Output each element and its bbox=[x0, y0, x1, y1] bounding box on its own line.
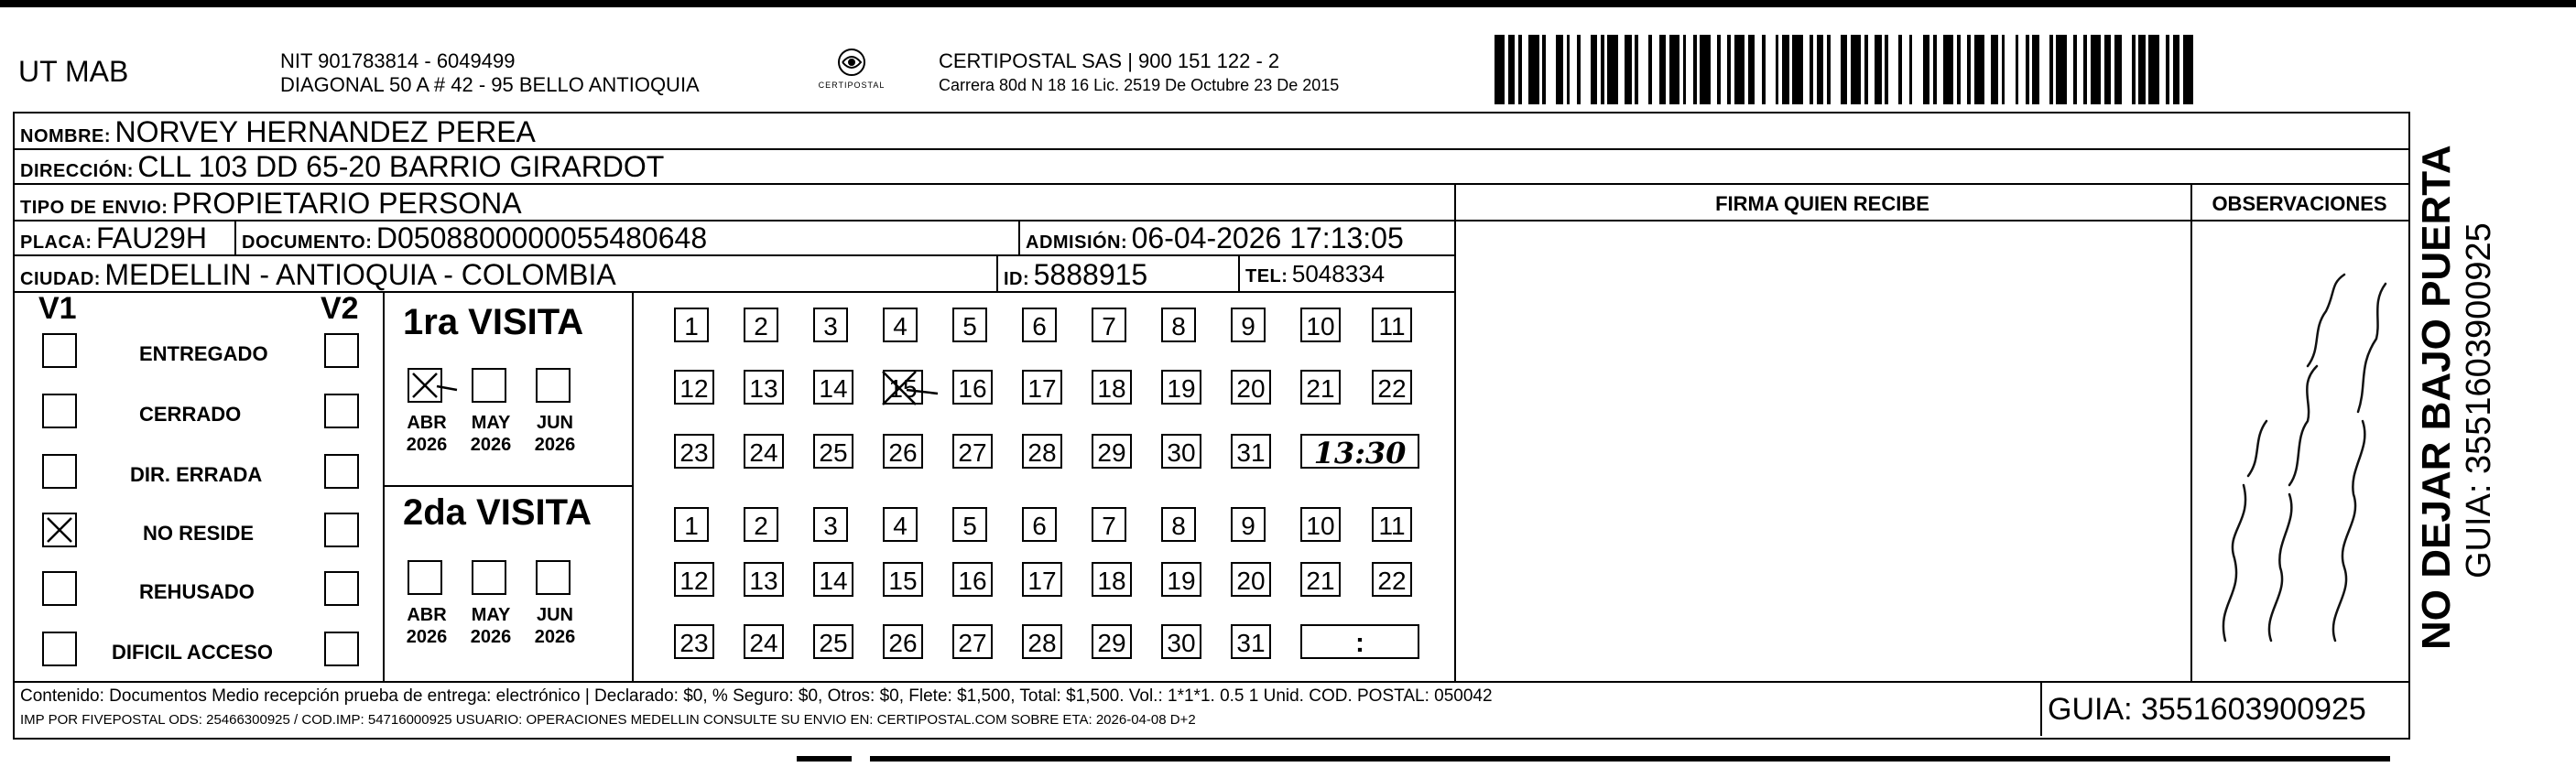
barcode-bar bbox=[1508, 35, 1515, 104]
day-box[interactable]: 14 bbox=[813, 562, 853, 597]
day-box[interactable]: 11 bbox=[1372, 308, 1412, 342]
v1-checkbox[interactable] bbox=[42, 513, 77, 547]
month-checkbox[interactable] bbox=[536, 368, 571, 403]
day-box[interactable]: 28 bbox=[1022, 434, 1062, 469]
day-box[interactable]: 28 bbox=[1022, 624, 1062, 659]
month-label: JUN bbox=[536, 605, 573, 625]
day-box[interactable]: 7 bbox=[1092, 507, 1126, 542]
tipo-value: PROPIETARIO PERSONA bbox=[171, 187, 522, 220]
barcode-bar bbox=[1528, 35, 1538, 104]
nit-line: NIT 901783814 - 6049499 bbox=[280, 49, 516, 72]
month-label: JUN bbox=[536, 413, 573, 433]
id-row bbox=[1004, 258, 1147, 292]
day-box[interactable]: 21 bbox=[1300, 370, 1341, 405]
nombre-value: NORVEY HERNANDEZ PEREA bbox=[114, 115, 536, 148]
admision-row bbox=[1026, 221, 1404, 255]
side-warning: NO DEJAR BAJO PUERTA bbox=[2414, 145, 2459, 650]
nombre-label: NOMBRE: bbox=[20, 126, 112, 146]
day-box[interactable]: 7 bbox=[1092, 308, 1126, 342]
status-label: ENTREGADO bbox=[139, 342, 268, 365]
barcode-bar bbox=[2039, 35, 2049, 104]
v1-checkbox[interactable] bbox=[42, 632, 77, 666]
barcode-bar bbox=[1570, 35, 1576, 104]
barcode-bar bbox=[2104, 35, 2111, 104]
day-box[interactable]: 25 bbox=[813, 434, 853, 469]
id-value: 5888915 bbox=[1033, 258, 1148, 291]
day-box[interactable]: 2 bbox=[744, 308, 778, 342]
day-box[interactable]: 20 bbox=[1231, 562, 1271, 597]
barcode-bar bbox=[1912, 35, 1922, 104]
day-box[interactable]: 14 bbox=[813, 370, 853, 405]
barcode-bar bbox=[1875, 35, 1881, 104]
tipo-row bbox=[20, 187, 522, 221]
v2-checkbox[interactable] bbox=[324, 454, 359, 489]
handwritten-observations bbox=[2198, 256, 2399, 659]
day-box[interactable]: 9 bbox=[1231, 308, 1266, 342]
barcode-bar bbox=[1711, 35, 1717, 104]
day-box[interactable]: 3 bbox=[813, 507, 848, 542]
barcode-bar bbox=[1638, 35, 1648, 104]
barcode-bar bbox=[2018, 35, 2025, 104]
tipo-label: TIPO DE ENVIO: bbox=[20, 198, 168, 218]
day-box[interactable]: 12 bbox=[674, 562, 714, 597]
col-line bbox=[996, 254, 998, 291]
placa-value: FAU29H bbox=[96, 221, 207, 254]
barcode-bar bbox=[1782, 35, 1788, 104]
barcode-bar bbox=[1748, 35, 1755, 104]
barcode-bar bbox=[1766, 35, 1776, 104]
address-line: DIAGONAL 50 A # 42 - 95 BELLO ANTIOQUIA bbox=[280, 73, 700, 96]
day-box[interactable]: 19 bbox=[1161, 370, 1201, 405]
day-box[interactable]: 10 bbox=[1300, 507, 1341, 542]
barcode-bar bbox=[1902, 35, 1908, 104]
day-box[interactable]: 11 bbox=[1372, 507, 1412, 542]
day-box[interactable]: 26 bbox=[883, 624, 923, 659]
barcode-bar bbox=[2077, 35, 2083, 104]
day-box[interactable]: 18 bbox=[1092, 562, 1132, 597]
v2-checkbox[interactable] bbox=[324, 571, 359, 606]
day-box[interactable]: 30 bbox=[1161, 434, 1201, 469]
day-box[interactable]: 8 bbox=[1161, 308, 1196, 342]
courier-line1: CERTIPOSTAL SAS | 900 151 122 - 2 bbox=[939, 49, 1280, 72]
barcode-bar bbox=[2005, 35, 2015, 104]
documento-value: D0508800000055480648 bbox=[375, 221, 708, 254]
barcode-bar bbox=[1792, 35, 1802, 104]
barcode-bar bbox=[1607, 35, 1617, 104]
month-label: ABR bbox=[407, 605, 447, 625]
day-box[interactable]: 20 bbox=[1231, 370, 1271, 405]
barcode-bar bbox=[1991, 35, 1997, 104]
admision-value: 06-04-2026 17:13:05 bbox=[1131, 221, 1404, 254]
barcode-bar bbox=[2114, 35, 2121, 104]
v2-checkbox[interactable] bbox=[324, 333, 359, 368]
day-box[interactable]: 4 bbox=[883, 308, 918, 342]
barcode-bar bbox=[1937, 35, 1943, 104]
col-line bbox=[632, 291, 634, 683]
ciudad-row bbox=[20, 258, 616, 292]
documento-label: DOCUMENTO: bbox=[242, 232, 373, 253]
courier-line2: Carrera 80d N 18 16 Lic. 2519 De Octubre 23 De 2015 bbox=[939, 76, 1340, 94]
day-box[interactable]: 16 bbox=[952, 370, 993, 405]
direccion-label: DIRECCIÓN: bbox=[20, 161, 134, 181]
barcode-bar bbox=[1803, 35, 1810, 104]
day-box[interactable]: 17 bbox=[1022, 562, 1062, 597]
visit2-title: 2da VISITA bbox=[403, 492, 592, 533]
day-box[interactable]: 10 bbox=[1300, 308, 1341, 342]
day-box[interactable]: 3 bbox=[813, 308, 848, 342]
row-line bbox=[2190, 220, 2408, 221]
col-line bbox=[1238, 254, 1240, 291]
row-line bbox=[383, 485, 632, 487]
placa-row bbox=[20, 221, 207, 255]
barcode-bar bbox=[1659, 35, 1666, 104]
side-guia: GUIA: 3551603900925 bbox=[2460, 222, 2498, 578]
day-box[interactable]: 29 bbox=[1092, 624, 1132, 659]
year-label: 2026 bbox=[470, 435, 512, 455]
day-box[interactable]: 29 bbox=[1092, 434, 1132, 469]
company-name: UT MAB bbox=[18, 55, 129, 88]
v2-checkbox[interactable] bbox=[324, 632, 359, 666]
day-box[interactable]: 13 bbox=[744, 562, 784, 597]
day-box[interactable]: 5 bbox=[952, 507, 987, 542]
day-box[interactable]: 16 bbox=[952, 562, 993, 597]
status-label: DIR. ERRADA bbox=[130, 463, 263, 486]
bottom-edge-stub bbox=[797, 756, 852, 762]
year-label: 2026 bbox=[534, 627, 576, 647]
month-checkbox[interactable] bbox=[472, 368, 506, 403]
barcode-bar bbox=[1700, 35, 1710, 104]
month-checkbox[interactable] bbox=[472, 560, 506, 595]
footer-contenido: Contenido: Documentos Medio recepción prueba de entrega: electrónico | Declarado: $0, % Seguro: $0, Otros: $0, Flete: $1,500, Total: $1,500. Vol.: 1*1*1. 0.5 1 Unid. COD. POSTAL: 050042 bbox=[20, 686, 1493, 706]
barcode-bar bbox=[1625, 35, 1631, 104]
day-box[interactable]: 24 bbox=[744, 434, 784, 469]
footer-guia: GUIA: 3551603900925 bbox=[2048, 692, 2366, 727]
barcode-bar bbox=[1669, 35, 1679, 104]
month-checkbox[interactable] bbox=[408, 560, 442, 595]
v1-checkbox[interactable] bbox=[42, 571, 77, 606]
col-line bbox=[1454, 183, 1456, 683]
day-box[interactable]: 27 bbox=[952, 624, 993, 659]
col-line bbox=[2190, 183, 2192, 683]
barcode-bar bbox=[2193, 35, 2197, 104]
certipostal-logo bbox=[815, 44, 888, 99]
year-label: 2026 bbox=[406, 435, 448, 455]
tel-label: TEL: bbox=[1245, 266, 1288, 286]
barcode-bar bbox=[1943, 35, 1953, 104]
day-box[interactable]: 27 bbox=[952, 434, 993, 469]
day-box[interactable]: 31 bbox=[1231, 624, 1271, 659]
barcode-bar bbox=[1686, 35, 1692, 104]
status-label: DIFICIL ACCESO bbox=[112, 641, 274, 664]
visit-time-box[interactable]: 13:30 bbox=[1300, 434, 1419, 469]
status-label: CERRADO bbox=[139, 403, 242, 426]
col-line bbox=[1018, 220, 1020, 254]
barcode bbox=[1495, 35, 2198, 104]
day-box[interactable]: 30 bbox=[1161, 624, 1201, 659]
barcode-bar bbox=[2122, 35, 2132, 104]
barcode-bar bbox=[1721, 35, 1727, 104]
footer-imp: IMP POR FIVEPOSTAL ODS: 25466300925 / COD.IMP: 54716000925 USUARIO: OPERACIONES MEDELLIN CONSULTE SU ENVIO EN: CERTIPOSTAL.COM SOBRE ETA: 2026-04-08 D+2 bbox=[20, 712, 1196, 728]
barcode-bar bbox=[1984, 35, 1991, 104]
v2-label: V2 bbox=[321, 291, 359, 326]
admision-label: ADMISIÓN: bbox=[1026, 232, 1128, 253]
barcode-bar bbox=[1546, 35, 1556, 104]
barcode-bar bbox=[1755, 35, 1761, 104]
top-edge bbox=[0, 0, 2576, 7]
logo-text: CERTIPOSTAL bbox=[818, 81, 886, 90]
barcode-bar bbox=[1495, 35, 1505, 104]
ciudad-label: CIUDAD: bbox=[20, 269, 101, 289]
day-box[interactable]: 15 bbox=[883, 370, 923, 405]
day-box[interactable]: 13 bbox=[744, 370, 784, 405]
day-box[interactable]: 19 bbox=[1161, 562, 1201, 597]
day-box[interactable]: 2 bbox=[744, 507, 778, 542]
status-label: REHUSADO bbox=[139, 580, 255, 603]
barcode-bar bbox=[1618, 35, 1625, 104]
v1-label: V1 bbox=[38, 291, 77, 326]
day-box[interactable]: 17 bbox=[1022, 370, 1062, 405]
barcode-bar bbox=[1652, 35, 1658, 104]
month-checkbox[interactable] bbox=[536, 560, 571, 595]
visit1-title: 1ra VISITA bbox=[403, 302, 584, 342]
month-checkbox[interactable] bbox=[408, 368, 442, 403]
v1-checkbox[interactable] bbox=[42, 394, 77, 428]
day-box[interactable]: 12 bbox=[674, 370, 714, 405]
day-box[interactable]: 1 bbox=[674, 507, 709, 542]
direccion-value: CLL 103 DD 65-20 BARRIO GIRARDOT bbox=[137, 150, 665, 183]
barcode-bar bbox=[1868, 35, 1875, 104]
bottom-edge bbox=[870, 756, 2390, 762]
col-line bbox=[234, 220, 236, 254]
day-box[interactable]: 23 bbox=[674, 434, 714, 469]
month-label: MAY bbox=[471, 413, 511, 433]
day-box[interactable]: 26 bbox=[883, 434, 923, 469]
barcode-bar bbox=[1923, 35, 1929, 104]
barcode-bar bbox=[2138, 35, 2145, 104]
month-label: ABR bbox=[407, 413, 447, 433]
day-box[interactable]: 6 bbox=[1022, 507, 1057, 542]
barcode-bar bbox=[2067, 35, 2073, 104]
day-box[interactable]: 21 bbox=[1300, 562, 1341, 597]
barcode-bar bbox=[1851, 35, 1861, 104]
day-box[interactable]: 25 bbox=[813, 624, 853, 659]
barcode-bar bbox=[1831, 35, 1841, 104]
barcode-bar bbox=[1841, 35, 1847, 104]
col-line bbox=[2040, 681, 2042, 736]
direccion-row bbox=[20, 150, 664, 184]
barcode-bar bbox=[1817, 35, 1823, 104]
id-label: ID: bbox=[1004, 269, 1030, 289]
barcode-bar bbox=[1734, 35, 1745, 104]
barcode-bar bbox=[1581, 35, 1591, 104]
barcode-bar bbox=[2148, 35, 2158, 104]
observaciones-label: OBSERVACIONES bbox=[2212, 192, 2387, 215]
day-box[interactable]: 23 bbox=[674, 624, 714, 659]
barcode-bar bbox=[2091, 35, 2101, 104]
day-box[interactable]: 8 bbox=[1161, 507, 1196, 542]
barcode-bar bbox=[2183, 35, 2193, 104]
day-cross-mark bbox=[879, 368, 943, 413]
v1-checkbox[interactable] bbox=[42, 454, 77, 489]
v2-checkbox[interactable] bbox=[324, 394, 359, 428]
day-box[interactable]: 18 bbox=[1092, 370, 1132, 405]
v1-checkbox[interactable] bbox=[42, 333, 77, 368]
day-box[interactable]: 4 bbox=[883, 507, 918, 542]
barcode-bar bbox=[2159, 35, 2166, 104]
col-line bbox=[383, 291, 385, 683]
ciudad-value: MEDELLIN - ANTIOQUIA - COLOMBIA bbox=[104, 258, 616, 291]
year-label: 2026 bbox=[534, 435, 576, 455]
barcode-bar bbox=[1974, 35, 1984, 104]
barcode-bar bbox=[2032, 35, 2038, 104]
day-box[interactable]: 9 bbox=[1231, 507, 1266, 542]
barcode-bar bbox=[2056, 35, 2066, 104]
year-label: 2026 bbox=[470, 627, 512, 647]
barcode-bar bbox=[1961, 35, 1967, 104]
barcode-bar bbox=[1888, 35, 1898, 104]
day-box[interactable]: 5 bbox=[952, 308, 987, 342]
day-box[interactable]: 1 bbox=[674, 308, 709, 342]
day-box[interactable]: 22 bbox=[1372, 370, 1412, 405]
status-label: NO RESIDE bbox=[143, 522, 255, 545]
barcode-bar bbox=[1591, 35, 1597, 104]
day-box[interactable]: 31 bbox=[1231, 434, 1271, 469]
nombre-row bbox=[20, 115, 536, 149]
day-box[interactable]: 24 bbox=[744, 624, 784, 659]
documento-row bbox=[242, 221, 707, 255]
day-box[interactable]: 6 bbox=[1022, 308, 1057, 342]
barcode-bar bbox=[1556, 35, 1562, 104]
day-box[interactable]: 22 bbox=[1372, 562, 1412, 597]
visit-time-box[interactable]: : bbox=[1300, 624, 1419, 659]
year-label: 2026 bbox=[406, 627, 448, 647]
placa-label: PLACA: bbox=[20, 232, 92, 253]
firma-label: FIRMA QUIEN RECIBE bbox=[1715, 192, 1929, 215]
day-box[interactable]: 15 bbox=[883, 562, 923, 597]
month-label: MAY bbox=[471, 605, 511, 625]
barcode-bar bbox=[2173, 35, 2179, 104]
tel-row bbox=[1245, 260, 1385, 288]
tel-value: 5048334 bbox=[1291, 260, 1386, 287]
v2-checkbox[interactable] bbox=[324, 513, 359, 547]
barcode-bar bbox=[1522, 35, 1528, 104]
row-line bbox=[13, 681, 2408, 683]
